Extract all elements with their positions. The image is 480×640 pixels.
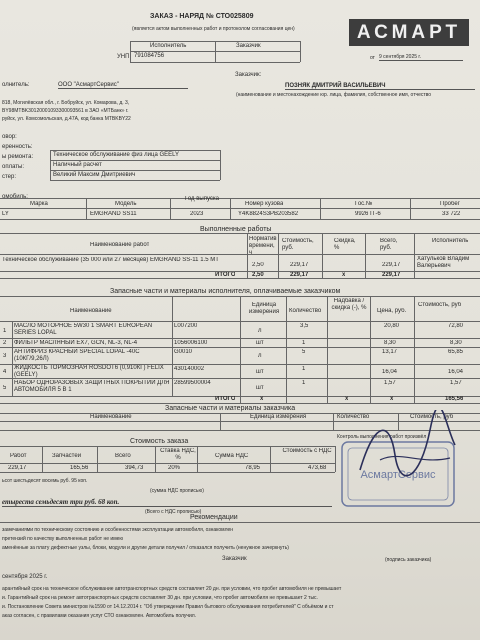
contract-label: овор: (2, 134, 17, 140)
cost-parts-value: 165,56 (70, 465, 89, 471)
parts-row-qty: 1 (302, 366, 306, 372)
document-title: ЗАКАЗ - НАРЯД № СТО025809 (150, 13, 254, 20)
parts-row-code: 28599500004 (174, 380, 211, 386)
parts-row-unit: шт (256, 385, 264, 391)
recommendations-title: Рекомендации (190, 514, 238, 521)
cost-works-value: 229,17 (8, 465, 27, 471)
cost-header-vat-rate: Ставка НДС, % (160, 448, 196, 461)
cost-vat-rate-value: 20% (168, 465, 181, 471)
vehicle-brand: LY (2, 211, 9, 217)
works-row-name: Техническое обслуживание (35 000 или 27 месяцев) EMGRAND SS-11 1.5 MT (2, 257, 219, 263)
parts-header-markup: Надбавка / скидка (-), % (331, 298, 367, 311)
parts-total-label: ИТОГО (215, 396, 236, 402)
vehicle-mileage: 33 722 (442, 211, 461, 217)
works-header-cost: Стоимость, руб. (282, 238, 314, 251)
footer-line-1: замечаниями по техническому состоянию и особенностями эксплуатации автомобиля, ознакомлен (2, 527, 234, 533)
executor-name: ООО "АсмартСервис" (58, 82, 188, 89)
master-value: Великий Максим Дмитриевич (53, 172, 136, 178)
payment-value: Наличный расчет (53, 162, 102, 168)
footer-line-3: аменённые за плату дефектные узлы, блоки, модули и другие детали получил / отказался получить (ненужное зачеркнуть) (2, 545, 289, 551)
document-subtitle: (является актом выполненных работ и протоколом согласования цен) (132, 26, 295, 32)
parts-row-name: АНТИФРИЗ КРАСНЫЙ SPECIAL LOPAL -40С (10КГ/9,26Л) (14, 349, 140, 362)
parts-header-unit: Единица измерения (248, 302, 280, 315)
unp-label: УНП (117, 54, 130, 60)
parts-row-unit: шт (256, 340, 264, 346)
warranty-line-1: арантийный срок на техническое обслуживание автотранспортных средств составляет 20 дн. при условии, что пробег автомобиля не превышает (2, 586, 342, 592)
master-label: стер: (2, 174, 17, 180)
customer-parts-header-unit: Единица измерения (250, 414, 307, 420)
works-row-total: 229,17 (382, 262, 401, 268)
cost-header-parts: Запчастей (52, 453, 82, 459)
executor-bank: руйск, ул. Комсомольская, д.47А, код банка MTBKBY22 (2, 116, 131, 122)
cost-header-with-vat: Стоимость с НДС (282, 448, 332, 454)
cost-header-works: Работ (10, 453, 27, 459)
vehicle-section-label: омобиль: (2, 194, 28, 200)
parts-header-qty: Количество (289, 308, 322, 314)
cost-with-vat-value: 473,68 (308, 465, 327, 471)
signature (350, 410, 460, 490)
footer-date: сентября 2025 г. (2, 574, 48, 580)
parts-row-num: 2 (3, 340, 7, 346)
works-header-hours: Норматив времени, ч (249, 236, 277, 256)
parts-row-unit: л (258, 328, 262, 334)
works-header-name: Наименование работ (90, 242, 150, 248)
footer-customer-label: Заказчик (222, 556, 247, 562)
parts-row-num: 5 (3, 385, 7, 391)
works-total-hours: 2,50 (252, 272, 264, 278)
executor-address: 818, Могилёвская обл., г. Бобруйск, ул. Комарова, д. 3, (2, 100, 130, 106)
parts-row-qty: 1 (302, 340, 306, 346)
parts-header-cost: Стоимость, руб (418, 302, 462, 308)
vehicle-header-model: Модель (115, 201, 137, 207)
parts-row-qty: 1 (302, 380, 306, 386)
vat-in-words: ьсот шестьдесят восемь руб. 95 коп. (2, 478, 88, 484)
cost-header-vat-sum: Сумма НДС (215, 453, 249, 459)
repair-type-label: ы ремонта: (2, 154, 34, 160)
payment-label: оплаты: (2, 164, 25, 170)
parts-row-qty: 3,5 (300, 323, 309, 329)
parts-row-code: 430140002 (174, 366, 205, 372)
parts-total-x3: x (390, 396, 394, 402)
date-label: от (370, 55, 375, 61)
parts-row-name: МАСЛО МОТОРНОЕ 5W30 1 SMART EUROPEAN SERIES LOPAL (14, 323, 153, 336)
vehicle-header-year: Год выпуска (185, 196, 219, 202)
works-total-sum: 229,17 (382, 272, 401, 278)
order-cost-title: Стоимость заказа (130, 438, 189, 445)
works-row-performer: Хатульков Владим Валерьевич (417, 256, 470, 269)
works-header-performer: Исполнитель (432, 238, 469, 244)
parts-row-qty: 5 (302, 349, 306, 355)
customer-label: Заказчик: (235, 72, 262, 78)
parts-row-price: 16,04 (382, 369, 398, 375)
stamp-text: АсмартСервис (360, 469, 436, 481)
parts-header-name: Наименование (70, 308, 112, 314)
control-label: Контроль выполнения работ произвёл (337, 434, 427, 440)
parts-row-name: ФИЛЬТР МАСЛЯНЫЙ EX7, GCN, NL-3, NL-4 (14, 340, 138, 346)
executor-account: BY98MTBK30120001093300093561 в ЗАО «МТБанк» г. (2, 108, 129, 114)
vehicle-plate: 9926 IТ-6 (355, 211, 381, 217)
warranty-line-4: аказ согласен, с правилами оказания услуг СТО ознакомлен. Автомобиль получил. (2, 613, 197, 619)
cost-total-value: 394,73 (125, 465, 144, 471)
parts-row-num: 3 (3, 353, 7, 359)
customer-name: ПОЗНЯК ДМИТРИЙ ВАСИЛЬЕВИЧ (285, 83, 475, 90)
footer-line-2: претензий по качеству выполненных работ не имею (2, 536, 124, 542)
parts-row-unit: л (258, 353, 262, 359)
works-header-total: Всего, руб. (380, 238, 398, 251)
parts-row-price: 8,30 (384, 340, 396, 346)
date-value: 9 сентября 2025 г. (379, 54, 463, 61)
repair-type-value: Техническое обслуживание физ лица GEELY (53, 152, 180, 158)
parts-row-code: G0010 (174, 349, 193, 355)
parts-row-cost: 72,80 (448, 323, 464, 329)
parts-row-num: 1 (3, 328, 7, 334)
parts-row-price: 20,80 (384, 323, 400, 329)
parts-total-x2: x (345, 396, 349, 402)
parts-row-cost: 16,04 (448, 369, 464, 375)
customer-parts-header-cost: Стоимость, руб (410, 414, 454, 420)
cost-vat-sum-value: 78,95 (245, 465, 261, 471)
parts-row-name: ЖИДКОСТЬ ТОРМОЗНАЯ ROSDOT6 (0,910КГ) FELIX (GEELY) (14, 365, 164, 378)
vehicle-year: 2023 (190, 211, 204, 217)
parts-title: Запасные части и материалы исполнителя, оплачиваемые заказчиком (110, 288, 341, 295)
works-header-discount: Скидка, % (334, 238, 356, 251)
total-in-words: етыреста семьдесят три руб. 68 коп. (2, 498, 332, 507)
parts-row-cost: 65,85 (448, 349, 464, 355)
customer-caption: (наименование и местонахождение юр. лица, фамилия, собственное имя, отчество (236, 92, 432, 98)
customer-parts-header-qty: Количество (337, 414, 370, 420)
vehicle-header-plate: Гос.№ (355, 201, 373, 207)
vehicle-header-brand: Марка (30, 201, 48, 207)
parts-row-cost: 1,57 (450, 380, 462, 386)
total-in-words-caption: (Всего с НДС прописью) (145, 509, 202, 515)
parts-header-price: Цена, руб. (377, 308, 407, 314)
customer-parts-header-name: Наименование (90, 414, 132, 420)
parts-total-x1: x (260, 396, 264, 402)
works-title: Выполненные работы (200, 226, 272, 233)
proxy-label: еренность: (2, 144, 33, 150)
unp-executor-value: 791084756 (134, 53, 165, 59)
parts-row-num: 4 (3, 369, 7, 375)
warranty-line-3: и. Постановление Совета министров №1590 от 14.12.2014 г. "Об утверждении Правил бытового обслуживания потребителей" С объёмом и ст (2, 604, 334, 610)
vehicle-header-vin: Номер кузова (245, 201, 284, 207)
works-row-cost: 229,17 (290, 262, 309, 268)
unp-customer-header: Заказчик (236, 43, 261, 49)
parts-row-unit: шт (256, 369, 264, 375)
works-total-label: ИТОГО (215, 272, 236, 278)
parts-row-price: 13,17 (382, 349, 398, 355)
vehicle-model: EMGRAND SS11 (90, 211, 137, 217)
parts-row-name: НАБОР ОДНОРАЗОВЫХ ЗАЩИТНЫХ ПОКРЫТИЙ ДЛЯ АВТОМОБИЛЯ 5 В 1 (14, 380, 170, 393)
works-total-cost: 229,17 (290, 272, 309, 278)
works-row-hours: 2,50 (252, 262, 264, 268)
executor-label: олнитель: (2, 82, 30, 88)
footer-customer-caption: (подпись заказчика) (385, 557, 432, 563)
warranty-line-2: и. Гарантийный срок на ремонт автотранспортных средств составляет 30 дн. при условии, что пробег автомобиля не превышает 2 тыс. (2, 595, 318, 601)
parts-row-cost: 8,30 (450, 340, 462, 346)
cost-header-total: Всего (115, 453, 131, 459)
vat-in-words-caption: (сумма НДС прописью) (150, 488, 204, 494)
company-logo: АСМАРТ (349, 19, 469, 46)
parts-row-code: L007200 (174, 323, 198, 329)
customer-parts-title: Запасные части и материалы заказчика (165, 405, 296, 412)
unp-executor-header: Исполнитель (150, 43, 187, 49)
works-total-x: x (342, 272, 346, 278)
vehicle-vin: Y4K8824S3PB203582 (238, 211, 299, 217)
parts-total-sum: 165,56 (445, 396, 464, 402)
parts-row-price: 1,57 (384, 380, 396, 386)
parts-row-code: 1056006100 (174, 340, 208, 346)
vehicle-header-mileage: Пробег (440, 201, 460, 207)
